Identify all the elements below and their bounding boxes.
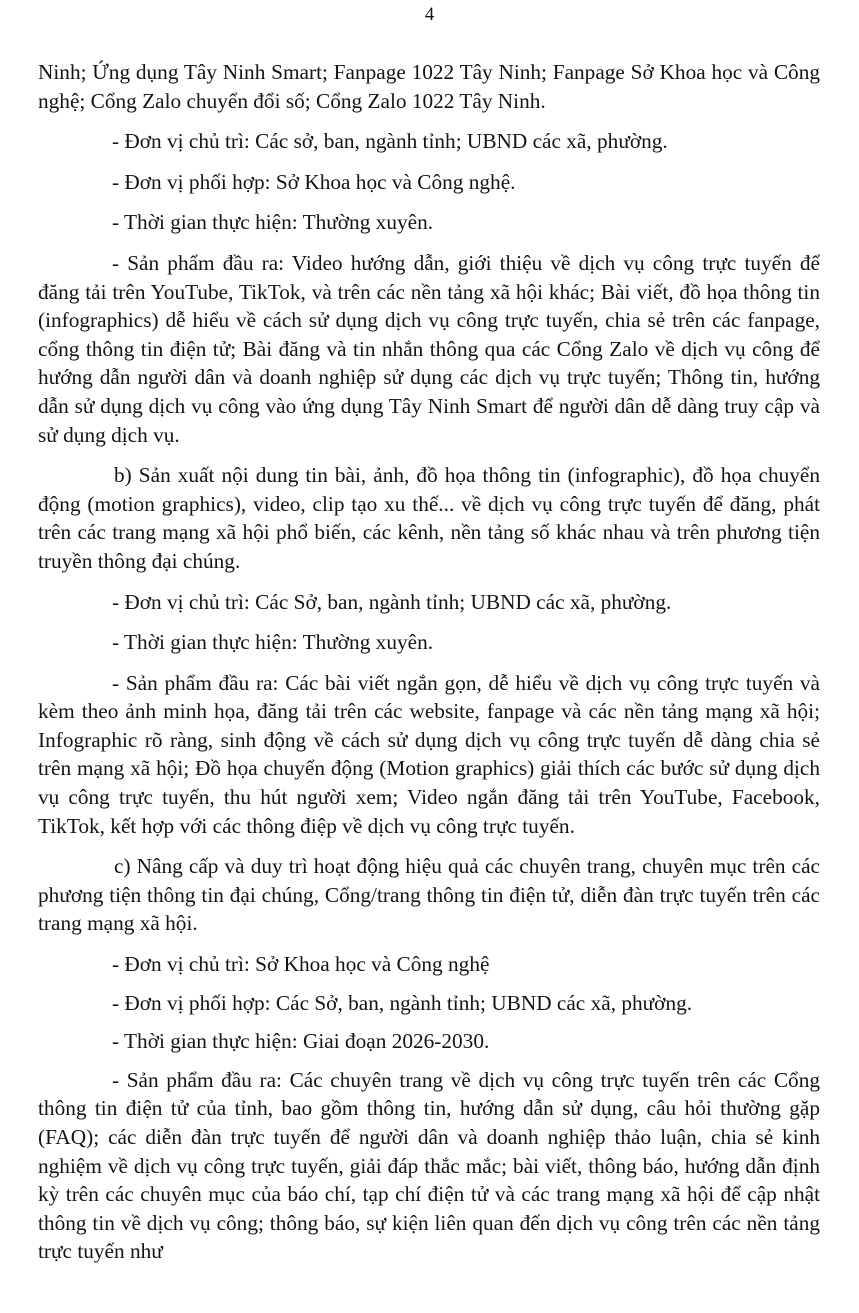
paragraph-timeline: - Thời gian thực hiện: Thường xuyên. <box>112 210 434 235</box>
paragraph-host-unit-b: - Đơn vị chủ trì: Các Sở, ban, ngành tỉnh; UBND các xã, phường. <box>112 589 672 614</box>
paragraph-coordinating-unit: - Đơn vị phối hợp: Sở Khoa học và Công nghệ. <box>112 169 516 194</box>
paragraph-output-products-b: - Sản phẩm đầu ra: Các bài viết ngắn gọn, dễ hiểu về dịch vụ công trực tuyến và kèm theo ảnh minh họa, đăng tải trên các website, fanpage và các nền tảng mạng xã hội; Infographic rõ ràng, sinh động về cách sử dụng dịch vụ công trực tuyến dễ dàng chia sẻ trên mạng xã hội; Đồ họa chuyển động (Motion graphics) giải thích các bước sử dụng dịch vụ công trực tuyến, thu hút người xem; Video ngắn đăng tải trên YouTube, Facebook, TikTok, kết hợp với các thông điệp về dịch vụ công trực tuyến. <box>38 670 820 838</box>
paragraph-coordinating-unit-c: - Đơn vị phối hợp: Các Sở, ban, ngành tỉnh; UBND các xã, phường. <box>112 990 693 1015</box>
paragraph-host-unit: - Đơn vị chủ trì: Các sở, ban, ngành tỉnh; UBND các xã, phường. <box>112 129 668 154</box>
paragraph-output-products: - Sản phẩm đầu ra: Video hướng dẫn, giới thiệu về dịch vụ công trực tuyến để đăng tải trên YouTube, TikTok, và trên các nền tảng xã hội khác; Bài viết, đồ họa thông tin (infographics) dễ hiểu về cách sử dụng dịch vụ công trực tuyến, chia sẻ trên các fanpage, cổng thông tin điện tử; Bài đăng và tin nhắn thông qua các Cổng Zalo về dịch vụ công để hướng dẫn người dân và doanh nghiệp sử dụng các dịch vụ trực tuyến; Thông tin, hướng dẫn sử dụng dịch vụ công vào ứng dụng Tây Ninh Smart để người dân dễ dàng truy cập và sử dụng dịch vụ. <box>38 250 820 447</box>
paragraph-timeline-c: - Thời gian thực hiện: Giai đoạn 2026-2030. <box>112 1029 490 1054</box>
document-body <box>38 58 820 1278</box>
paragraph-continuation: Ninh; Ứng dụng Tây Ninh Smart; Fanpage 1022 Tây Ninh; Fanpage Sở Khoa học và Công nghệ; Cổng Zalo chuyển đổi số; Cổng Zalo 1022 Tây Ninh. <box>38 60 820 113</box>
paragraph-section-b: b) Sản xuất nội dung tin bài, ảnh, đồ họa thông tin (infographic), đồ họa chuyển động (motion graphics), video, clip tạo xu thế... về dịch vụ công trực tuyến để đăng, phát trên các trang mạng xã hội phổ biến, các kênh, nền tảng số khác nhau và trên phương tiện truyền thông đại chúng. <box>38 463 820 573</box>
paragraph-section-c: c) Nâng cấp và duy trì hoạt động hiệu quả các chuyên trang, chuyên mục trên các phương tiện thông tin đại chúng, Cổng/trang thông tin điện tử, diễn đàn trực tuyến trên các trang mạng xã hội. <box>38 854 820 936</box>
paragraph-timeline-b: - Thời gian thực hiện: Thường xuyên. <box>112 630 434 655</box>
paragraph-host-unit-c: - Đơn vị chủ trì: Sở Khoa học và Công nghệ <box>112 952 490 977</box>
page-number: 4 <box>424 4 435 25</box>
paragraph-output-products-c: - Sản phẩm đầu ra: Các chuyên trang về dịch vụ công trực tuyến trên các Cổng thông tin điện tử của tỉnh, bao gồm thông tin, hướng dẫn sử dụng, câu hỏi thường gặp (FAQ); các diễn đàn trực tuyến để người dân và doanh nghiệp thảo luận, chia sẻ kinh nghiệm về dịch vụ công trực tuyến, giải đáp thắc mắc; bài viết, thông báo, hướng dẫn định kỳ trên các chuyên mục của báo chí, tạp chí điện tử và các trang mạng xã hội để cập nhật thông tin về dịch vụ công; thông báo, sự kiện liên quan đến dịch vụ công trên các nền tảng trực tuyến như <box>38 1067 820 1264</box>
